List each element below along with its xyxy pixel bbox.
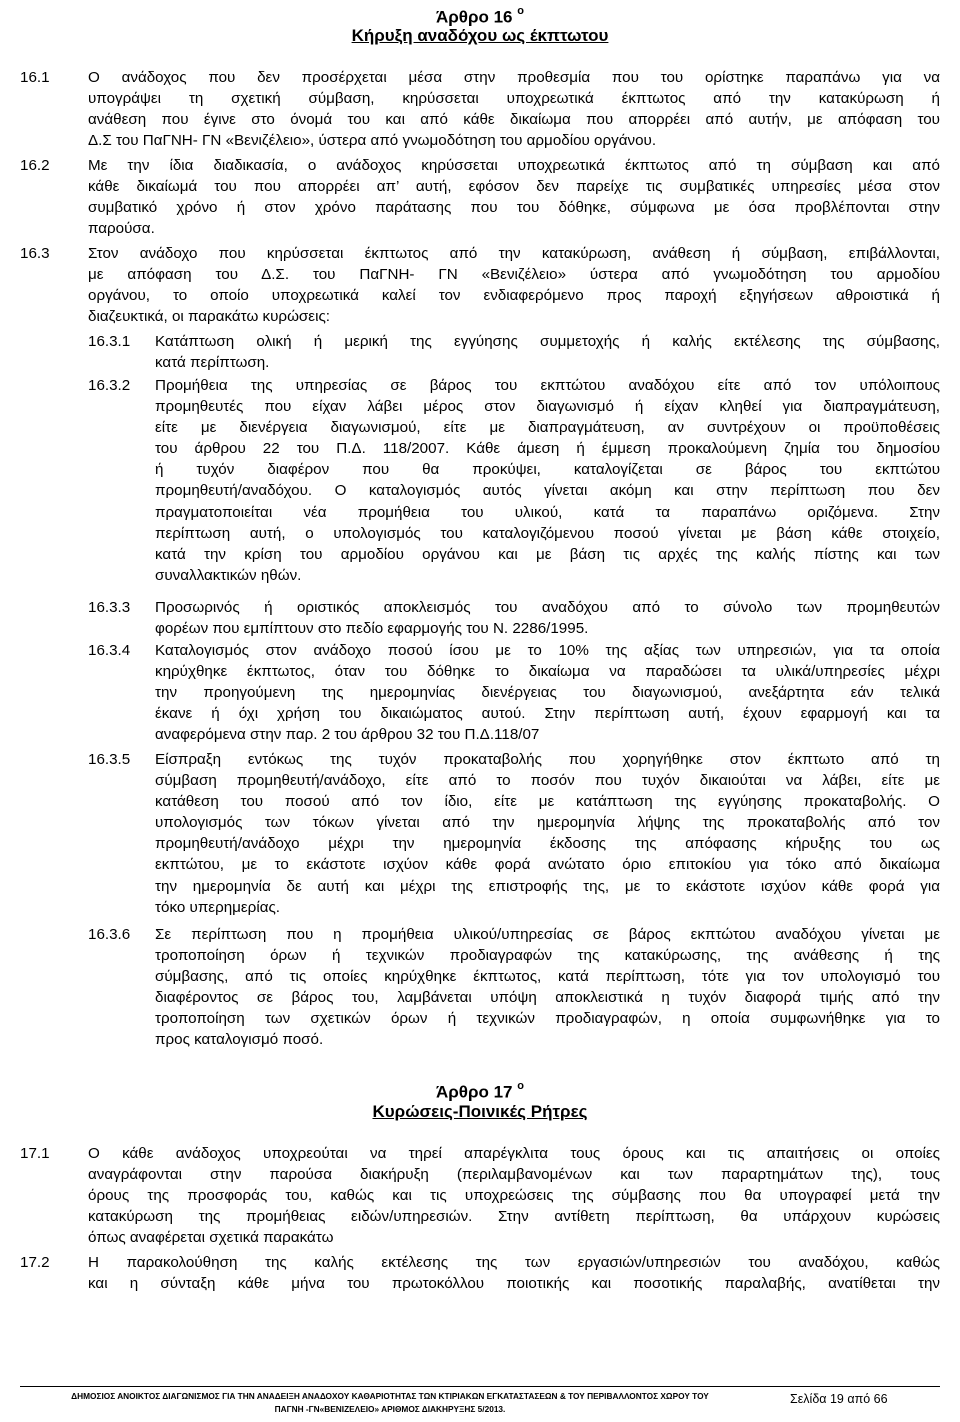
clause-16-3-6-line: τροποποίηση όρων ή τεχνικών προδιαγραφών της κατακύρωσης, της ανάθεσης ή της [155, 947, 940, 965]
clause-16-3-line: με απόφαση του Δ.Σ. του ΠαΓΝΗ- ΓΝ «Βενιζέλειο» ύστερα από γνωμοδότηση του αρμοδίου [88, 266, 940, 284]
article-17-title-text: Άρθρο 17 [436, 1082, 513, 1102]
clause-17-1-line: όπως αναφέρεται σχετικά παρακάτω [88, 1229, 334, 1247]
clause-16-3-3-number: 16.3.3 [88, 599, 131, 616]
clause-17-2-line: Η παρακολούθηση της καλής εκτέλεσης της των εργασιών/υπηρεσιών του αναδόχου, καθώς [88, 1254, 940, 1271]
clause-17-1 [88, 1143, 940, 1248]
clause-16-2 [88, 155, 940, 239]
clause-16-3-2-line: είτε με διενέργεια διαγωνισμού, είτε με διαπραγμάτευση, αν συντρέχουν οι προϋποθέσεις [155, 419, 940, 437]
clause-17-1-line: όρους της προσφοράς του, καθώς και τις υποχρεώσεις της σύμβασης που θα υπογραφεί μετά την [88, 1187, 940, 1205]
clause-16-2-line: Με την ίδια διαδικασία, ο ανάδοχος κηρύσσεται υποχρεωτικά έκπτωτος από τη σύμβαση και από [88, 157, 940, 174]
clause-16-3-4-line: την προηγούμενη της ημερομηνίας διενέργειας του διαγωνισμού, ανεξάρτητα εάν τελικά [155, 684, 940, 702]
clause-16-3-5-line: σύμβαση προμηθευτή/ανάδοχο, είτε από το ποσόν που τυχόν δικαιούται να λάβει, είτε με [155, 772, 940, 790]
clause-16-3-6-line: σύμβασης, από τις οποίες κηρύχθηκε έκπτωτος, κατά περίπτωση, τότε για τον υπολογισμό του [155, 968, 940, 986]
clause-16-3-2-number: 16.3.2 [88, 377, 131, 394]
clause-16-3-2-line: κατά την κρίση του αρμοδίου οργάνου και με βάση τις αρχές της καλής πίστης και των [155, 545, 940, 563]
clause-17-1-number: 17.1 [20, 1145, 50, 1162]
clause-16-3-1-line: κατά περίπτωση. [155, 354, 270, 372]
clause-16-1-number: 16.1 [20, 69, 50, 86]
clause-16-3-4-line: Καταλογισμός στον ανάδοχο ποσού ίσου με το 10% της αξίας των υπηρεσιών, για τα οποία [155, 642, 940, 659]
clause-17-2 [88, 1252, 940, 1294]
clause-16-3-2-line: Προμήθεια της υπηρεσίας σε βάρος του εκπτώτου αναδόχου είτε από τον υπόλοιπους [155, 377, 940, 394]
footer-tender-title [20, 1390, 760, 1416]
clause-17-1-line: Ο κάθε ανάδοχος υποχρεούται να τηρεί απαρέγκλιτα τους όρους και τις απαιτήσεις οι οποίες [88, 1145, 940, 1162]
clause-16-2-line: συμβατικό χρόνο ή στον χρόνο παράτασης που του δόθηκε, σύμφωνα με όσα προβλέπονται στην [88, 199, 940, 217]
clause-16-2-number: 16.2 [20, 157, 50, 174]
clause-16-3-3-line: Προσωρινός ή οριστικός αποκλεισμός του αναδόχου από το σύνολο των προμηθευτών [155, 599, 940, 616]
clause-17-2-number: 17.2 [20, 1254, 50, 1271]
clause-16-3-2 [155, 375, 940, 586]
clause-16-3-5-line: εκπτώτου, με το εκάστοτε ισχύον κάθε φορά ανώτατο όριο επιτοκίου για τόκο από δικαίωμα [155, 856, 940, 874]
clause-16-3-line: οργάνου, το οποίο υποχρεωτικά καλεί τον ενδιαφερόμενο προς παροχή εξηγήσεων αθροιστικά ή [88, 287, 940, 305]
clause-17-1-line: αναγράφονται στην παρούσα διακήρυξη (περιλαμβανομένων και των παραρτημάτων της), τους [88, 1166, 940, 1184]
clause-16-3-6-number: 16.3.6 [88, 926, 131, 943]
clause-16-3-5 [155, 749, 940, 918]
article-17-ordinal: ο [517, 1080, 524, 1092]
clause-16-3-2-line: ή τυχόν διαφέρον που θα προκύψει, καταλογίζεται σε βάρος του εκπτώτου [155, 461, 940, 479]
article-17-title [0, 1078, 960, 1103]
clause-16-3-5-number: 16.3.5 [88, 751, 131, 768]
clause-16-3 [88, 243, 940, 327]
article-16-ordinal: ο [517, 5, 524, 17]
clause-16-3-3-line: φορέων που εμπίπτουν στο πεδίο εφαρμογής του Ν. 2286/1995. [155, 620, 589, 638]
clause-16-1-line: Δ.Σ του ΠαΓΝΗ- ΓΝ «Βενιζέλειο», ύστερα από γνωμοδότηση του αρμοδίου οργάνου. [88, 132, 657, 150]
clause-16-3-5-line: την ημερομηνία δε αυτή και μέχρι της επιστροφής της, με το εκάστοτε ισχύον κάθε φορά για [155, 877, 940, 895]
article-16-subtitle: Κήρυξη αναδόχου ως έκπτωτου [351, 26, 609, 45]
clause-16-3-6-line: διαφέροντος σε βάρος του, λαμβάνεται υπόψη αποκλειστικά η τυχόν διαφορά τιμής από την [155, 989, 940, 1007]
clause-16-3-2-line: του άρθρου 22 του Π.Δ. 118/2007. Κάθε άμεση ή έμμεση προκαλούμενη ζημία του δημοσίου [155, 440, 940, 458]
clause-16-2-line: κάθε δικαίωμά του που απορρέει απ’ αυτή, εφόσον δεν παρείχε τις συμβατικές υπηρεσίες μέσα στον [88, 178, 940, 196]
page-number: Σελίδα 19 από 66 [790, 1392, 888, 1406]
clause-16-3-6-line: τροποποίηση των σχετικών όρων ή τεχνικών προδιαγραφών, η οποία συμφωνήθηκε για το [155, 1010, 940, 1028]
footer-divider [20, 1386, 940, 1387]
clause-16-3-2-line: περίπτωση αυτή, ο υπολογισμός του καταλογιζόμενου ποσού γίνεται με βάση κάθε στοιχείο, [155, 524, 940, 542]
clause-16-3-5-line: τόκο υπερημερίας. [155, 898, 281, 916]
clause-16-2-line: παρούσα. [88, 220, 155, 238]
clause-16-3-line: Στον ανάδοχο που κηρύσσεται έκπτωτος από την κατακύρωση, ανάθεση ή σύμβαση, επιβάλλονται, [88, 245, 940, 262]
clause-16-3-3 [155, 597, 940, 639]
clause-16-3-5-line: κατάθεση του ποσού από τον ίδιο, είτε με κατάπτωση της εγγύησης προκαταβολής. Ο [155, 793, 940, 811]
clause-16-3-4-line: κηρύχθηκε έκπτωτος, όταν του δόθηκε το δικαίωμα να παραδώσει τα υλικά/υπηρεσίες μέχρι [155, 663, 940, 681]
clause-16-3-5-line: Είσπραξη εντόκως της τυχόν προκαταβολής που χορηγήθηκε στον έκπτωτο από τη [155, 751, 940, 768]
clause-16-3-4-line: αναφερόμενα στην παρ. 2 του άρθρου 32 του Π.Δ.118/07 [155, 726, 540, 744]
clause-17-1-line: κατακύρωση της προμήθειας ειδών/υπηρεσιών. Στην αντίθετη περίπτωση, θα υπάρχουν κυρώσεις [88, 1208, 940, 1226]
footer-tender-line-1: ΔΗΜΟΣΙΟΣ ΑΝΟΙΚΤΟΣ ΔΙΑΓΩΝΙΣΜΟΣ ΓΙΑ ΤΗΝ ΑΝΑΔΕΙΞΗ ΑΝΑΔΟΧΟΥ ΚΑΘΑΡΙΟΤΗΤΑΣ ΤΩΝ ΚΤΙΡΙΑΚΩΝ ΕΓΚΑΤΑΣΤΑΣΕΩΝ & ΤΟΥ ΠΕΡΙΒΑΛΛΟΝΤΟΣ ΧΩΡΟΥ ΤΟΥ [71, 1391, 709, 1401]
clause-16-1-line: υπογράψει τη σχετική σύμβαση, κηρύσσεται υποχρεωτικά έκπτωτος από την κατακύρωση ή [88, 90, 940, 108]
clause-16-3-2-line: προμηθευτή/αναδόχου. Ο καταλογισμός αυτός γίνεται ακόμη και στην περίπτωση που δεν [155, 482, 940, 500]
clause-16-3-2-line: προμηθευτές που είχαν λάβει μέρος στον διαγωνισμό ή είχαν κληθεί για διαπραγμάτευση, [155, 398, 940, 416]
clause-16-3-number: 16.3 [20, 245, 50, 262]
article-17-subtitle: Κυρώσεις-Ποινικές Ρήτρες [372, 1102, 588, 1121]
clause-16-3-6-line: Σε περίπτωση που η προμήθεια υλικού/υπηρεσίας σε βάρος εκπτώτου αναδόχου γίνεται με [155, 926, 940, 943]
clause-16-3-4-number: 16.3.4 [88, 642, 131, 659]
clause-16-1-line: Ο ανάδοχος που δεν προσέρχεται μέσα στην προθεσμία που του ορίστηκε παραπάνω για να [88, 69, 940, 86]
footer-tender-line-2: ΠΑΓΝΗ -ΓΝ«ΒΕΝΙΖΕΛΕΙΟ» ΑΡΙΘΜΟΣ ΔΙΑΚΗΡΥΞΗΣ 5/2013. [274, 1404, 506, 1414]
article-16-title [0, 3, 960, 28]
clause-16-3-2-line: συναλλακτικών ηθών. [155, 566, 302, 584]
clause-16-3-1-line: Κατάπτωση ολική ή μερική της εγγύησης συμμετοχής ή καλής εκτέλεσης της σύμβασης, [155, 333, 940, 350]
clause-16-3-1 [155, 331, 940, 373]
clause-16-3-6 [155, 924, 940, 1051]
clause-16-3-6-line: προς καταλογισμό ποσό. [155, 1031, 324, 1049]
clause-16-3-2-line: πραγματοποιείται νέα προμήθεια του υλικού, κατά τα παραπάνω οριζόμενα. Στην [155, 503, 940, 521]
clause-17-2-line: και η σύνταξη κάθε μήνα του πρωτοκόλλου ποιοτικής και ποσοτικής παραλαβής, ανατίθεται την [88, 1275, 940, 1293]
clause-16-3-line: διαζευκτικά, οι παρακάτω κυρώσεις: [88, 308, 330, 326]
clause-16-1 [88, 67, 940, 151]
clause-16-3-5-line: υπολογισμός των τόκων γίνεται από την ημερομηνία λήψης της προκαταβολής από τον [155, 814, 940, 832]
clause-16-3-4-line: έκανε ή όχι χρήση του δικαιώματος αυτού. Στην περίπτωση αυτή, έχουν εφαρμογή και τα [155, 705, 940, 723]
article-16-title-text: Άρθρο 16 [436, 7, 513, 27]
clause-16-3-1-number: 16.3.1 [88, 333, 131, 350]
clause-16-1-line: ανάθεση που έγινε στο όνομά του και από κάθε δικαίωμα που απορρέει από αυτήν, με απόφαση του [88, 111, 940, 129]
clause-16-3-4 [155, 640, 940, 745]
clause-16-3-5-line: προμηθευτή/ανάδοχο μέχρι την ημερομηνία έκδοσης της απόφασης κήρυξης του ως [155, 835, 940, 853]
